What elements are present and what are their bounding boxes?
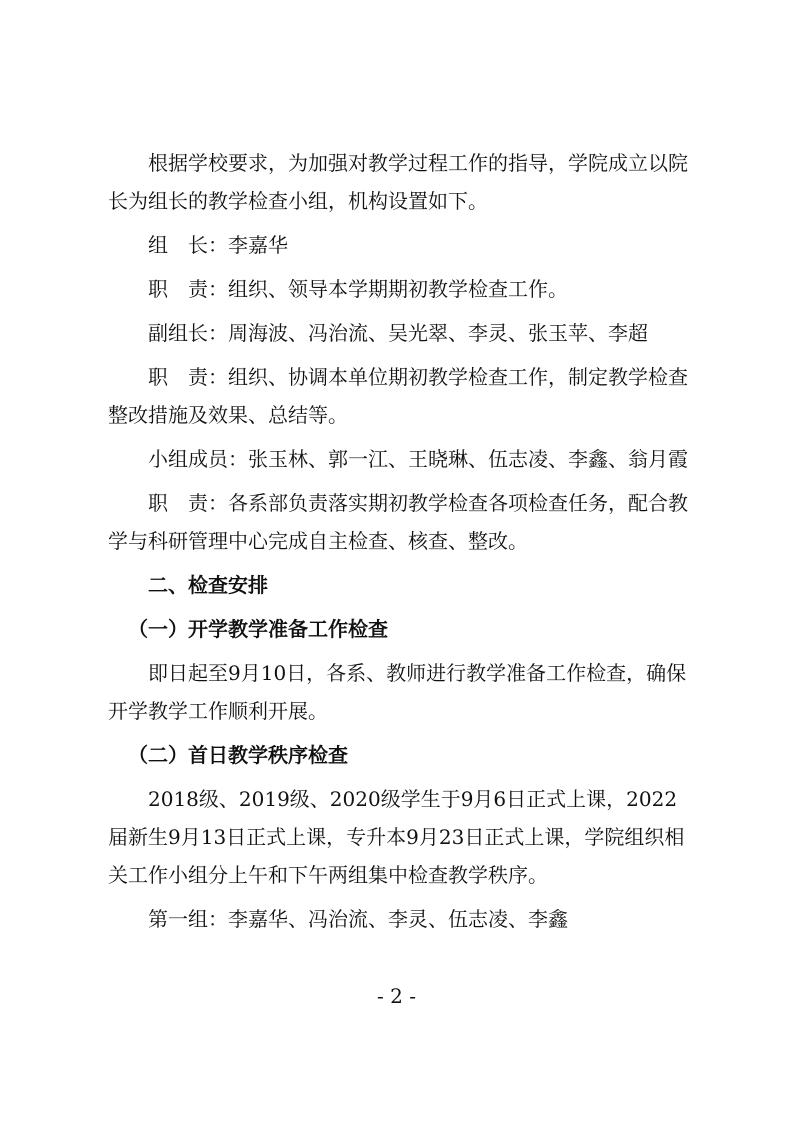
- paragraph-members-duty: 职 责：各系部负责落实期初教学检查各项检查任务，配合教学与科研管理中心完成自主检查、核查、整改。: [108, 491, 688, 553]
- paragraph-intro: 根据学校要求，为加强对教学过程工作的指导，学院成立以院长为组长的教学检查小组，机构设置如下。: [108, 151, 688, 213]
- subsection-heading-first-day: （二）首日教学秩序检查: [128, 743, 348, 767]
- paragraph-preparation: 即日起至9月10日，各系、教师进行教学准备工作检查，确保开学教学工作顺利开展。: [108, 661, 687, 723]
- subsection-heading-preparation: （一）开学教学准备工作检查: [128, 617, 388, 641]
- paragraph-first-day: 2018级、2019级、2020级学生于9月6日正式上课，2022届新生9月13日正式上课，专升本9月23日正式上课，学院组织相关工作小组分上午和下午两组集中检查教学秩序。: [108, 787, 685, 887]
- paragraph-deputy-leaders: 副组长：周海波、冯治流、吴光翠、李灵、张玉苹、李超: [148, 321, 648, 345]
- paragraph-leader-duty: 职 责：组织、领导本学期期初教学检查工作。: [148, 277, 568, 301]
- paragraph-deputy-duty: 职 责：组织、协调本单位期初教学检查工作，制定教学检查整改措施及效果、总结等。: [108, 365, 688, 427]
- section-heading-schedule: 二、检查安排: [148, 573, 268, 597]
- page-number: - 2 -: [377, 984, 416, 1008]
- paragraph-members: 小组成员：张玉林、郭一江、王晓琳、伍志凌、李鑫、翁月霞: [148, 447, 688, 471]
- paragraph-leader: 组 长：李嘉华: [148, 233, 288, 257]
- paragraph-group-one: 第一组：李嘉华、冯治流、李灵、伍志凌、李鑫: [148, 907, 568, 931]
- document-body: [108, 144, 688, 938]
